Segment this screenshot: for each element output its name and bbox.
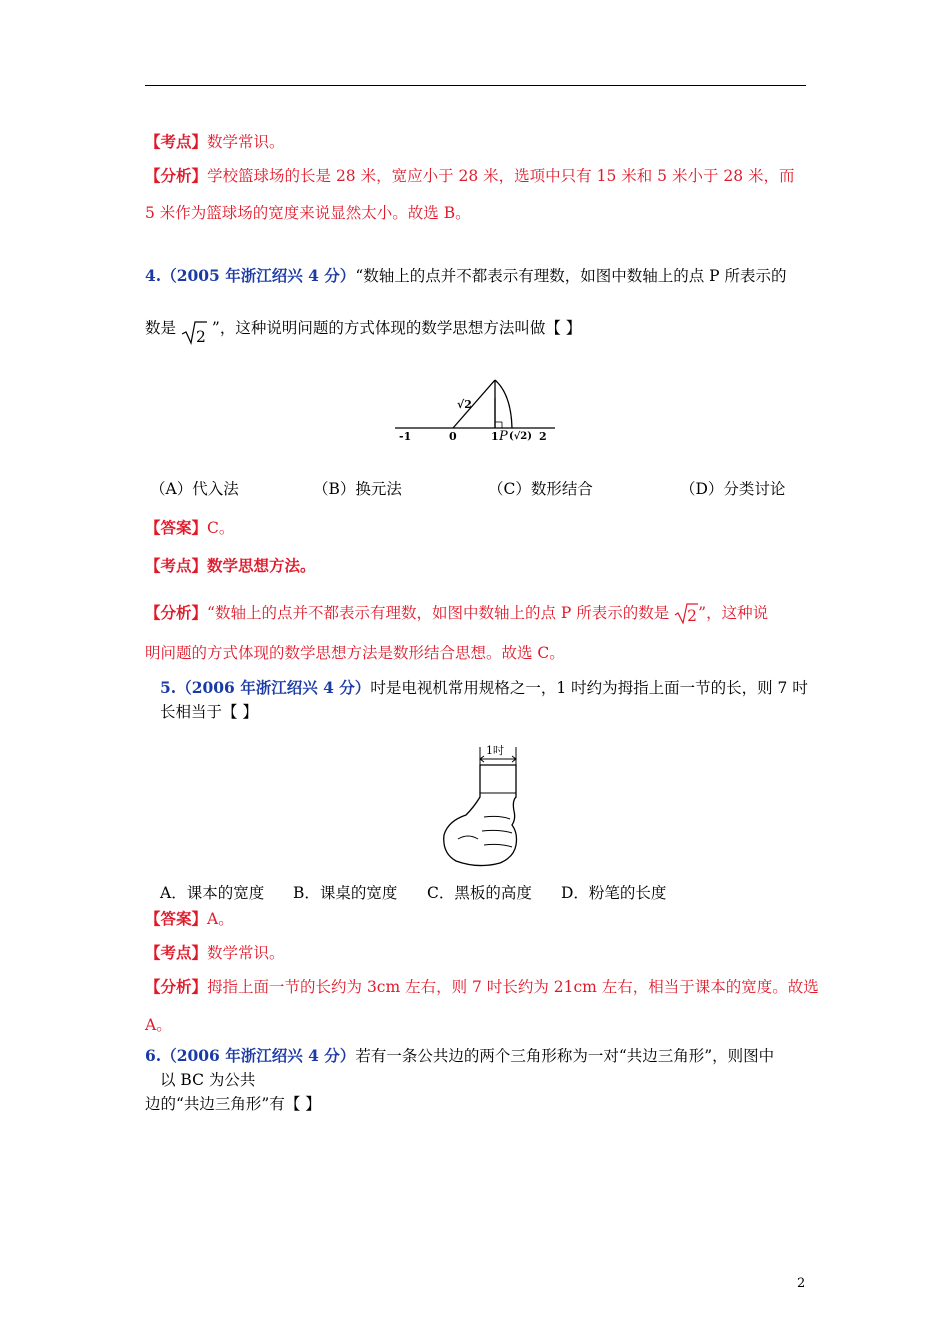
sqrt-expression [181, 321, 207, 346]
q5-option-d: D．粉笔的长度 [561, 884, 667, 902]
q6-stem-line1 [145, 1046, 774, 1066]
q4-option-a: （A）代入法 [150, 480, 239, 498]
stem-prefix: 数是 [145, 319, 177, 337]
thumb-outline [444, 765, 517, 866]
q5-option-c: C．黑板的高度 [427, 884, 532, 902]
question-stem: 若有一条公共边的两个三角形称为一对“共边三角形”，则图中 [355, 1047, 775, 1065]
sqrt2-label: √2 [457, 398, 472, 411]
inch-label: 1吋 [486, 744, 504, 757]
q4-fenxi-line2: 明问题的方式体现的数学思想方法是数形结合思想。故选 C。 [145, 644, 565, 662]
q4-stem-line1 [145, 266, 787, 286]
sqrt-radicand: 2 [687, 607, 698, 625]
question-number: 5. [160, 678, 177, 697]
question-number: 6. [145, 1046, 162, 1065]
kaodian-tag: 【考点】 [145, 943, 208, 962]
question-source: （2006 年浙江绍兴 4 分） [176, 678, 371, 697]
q6-stem-line3: 边的“共边三角形”有【 】 [145, 1095, 321, 1113]
q5-stem-line2: 长相当于【 】 [160, 703, 258, 721]
fenxi-tag: 【分析】 [145, 166, 208, 185]
question-stem: “数轴上的点并不都表示有理数，如图中数轴上的点 P 所表示的 [355, 267, 787, 285]
q4-answer [145, 518, 234, 538]
fenxi-sqrt [674, 604, 698, 624]
question-source: （2006 年浙江绍兴 4 分） [161, 1046, 356, 1065]
q3-kaodian [145, 132, 285, 152]
q4-fenxi-line1 [145, 603, 768, 624]
tick-label-neg1: -1 [399, 430, 412, 443]
kaodian-text: 数学常识。 [207, 133, 285, 151]
answer-tag: 【答案】 [145, 909, 208, 928]
fenxi-tag: 【分析】 [145, 603, 208, 622]
q3-fenxi-line2: 5 米作为篮球场的宽度来说显然太小。故选 B。 [145, 204, 471, 222]
kaodian-tag: 【考点】 [145, 132, 208, 151]
tick-label-1: 1 [491, 430, 499, 443]
answer-tag: 【答案】 [145, 518, 208, 537]
stem-suffix: ”，这种说明问题的方式体现的数学思想方法叫做【 】 [211, 319, 582, 337]
question-number: 4. [145, 266, 162, 285]
question-stem: 吋是电视机常用规格之一，1 吋约为拇指上面一节的长，则 7 吋 [370, 679, 808, 697]
fenxi-text: 拇指上面一节的长约为 3cm 左右，则 7 吋长约为 21cm 左右，相当于课本的宽度。故选 [207, 978, 819, 996]
q5-fenxi-line2: A。 [145, 1016, 172, 1034]
q4-option-c: （C）数形结合 [488, 480, 593, 498]
question-source: （2005 年浙江绍兴 4 分） [161, 266, 356, 285]
kaodian-text: 数学常识。 [207, 944, 285, 962]
answer-value: C。 [207, 519, 235, 537]
fenxi-text: 学校篮球场的长是 28 米，宽应小于 28 米，选项中只有 15 米和 5 米小于 28 米，而 [207, 167, 795, 185]
page-number: 2 [797, 1276, 806, 1291]
q4-option-d: （D）分类讨论 [680, 480, 786, 498]
point-p-value: (√2) [509, 431, 532, 442]
fenxi-tag: 【分析】 [145, 977, 208, 996]
arc [495, 380, 512, 428]
q5-fenxi-line1 [145, 977, 819, 997]
sqrt-radicand: 2 [195, 328, 206, 346]
q5-stem-line1 [160, 678, 808, 698]
q6-stem-line2: 以 BC 为公共 [160, 1071, 256, 1089]
q5-option-b: B．课桌的宽度 [293, 884, 398, 902]
fenxi-text-a: “数轴上的点并不都表示有理数，如图中数轴上的点 P 所表示的数是 [207, 604, 670, 622]
kaodian-text: 数学思想方法。 [207, 556, 316, 575]
q3-fenxi-line1 [145, 166, 795, 186]
number-line-figure [385, 372, 570, 444]
q5-option-a: A．课本的宽度 [160, 884, 265, 902]
q4-option-b: （B）换元法 [313, 480, 402, 498]
q5-kaodian [145, 943, 285, 963]
q4-kaodian [145, 556, 316, 576]
q5-answer [145, 909, 234, 929]
tick-label-0: 0 [449, 430, 457, 443]
thumb-figure [408, 735, 548, 875]
fenxi-text-b: ”，这种说 [698, 604, 769, 622]
kaodian-tag: 【考点】 [145, 556, 208, 575]
tick-label-2: 2 [539, 430, 547, 443]
point-p-label: P [499, 429, 508, 444]
answer-value: A。 [207, 910, 234, 928]
header-rule [145, 85, 806, 86]
q4-stem-line2 [145, 318, 582, 346]
